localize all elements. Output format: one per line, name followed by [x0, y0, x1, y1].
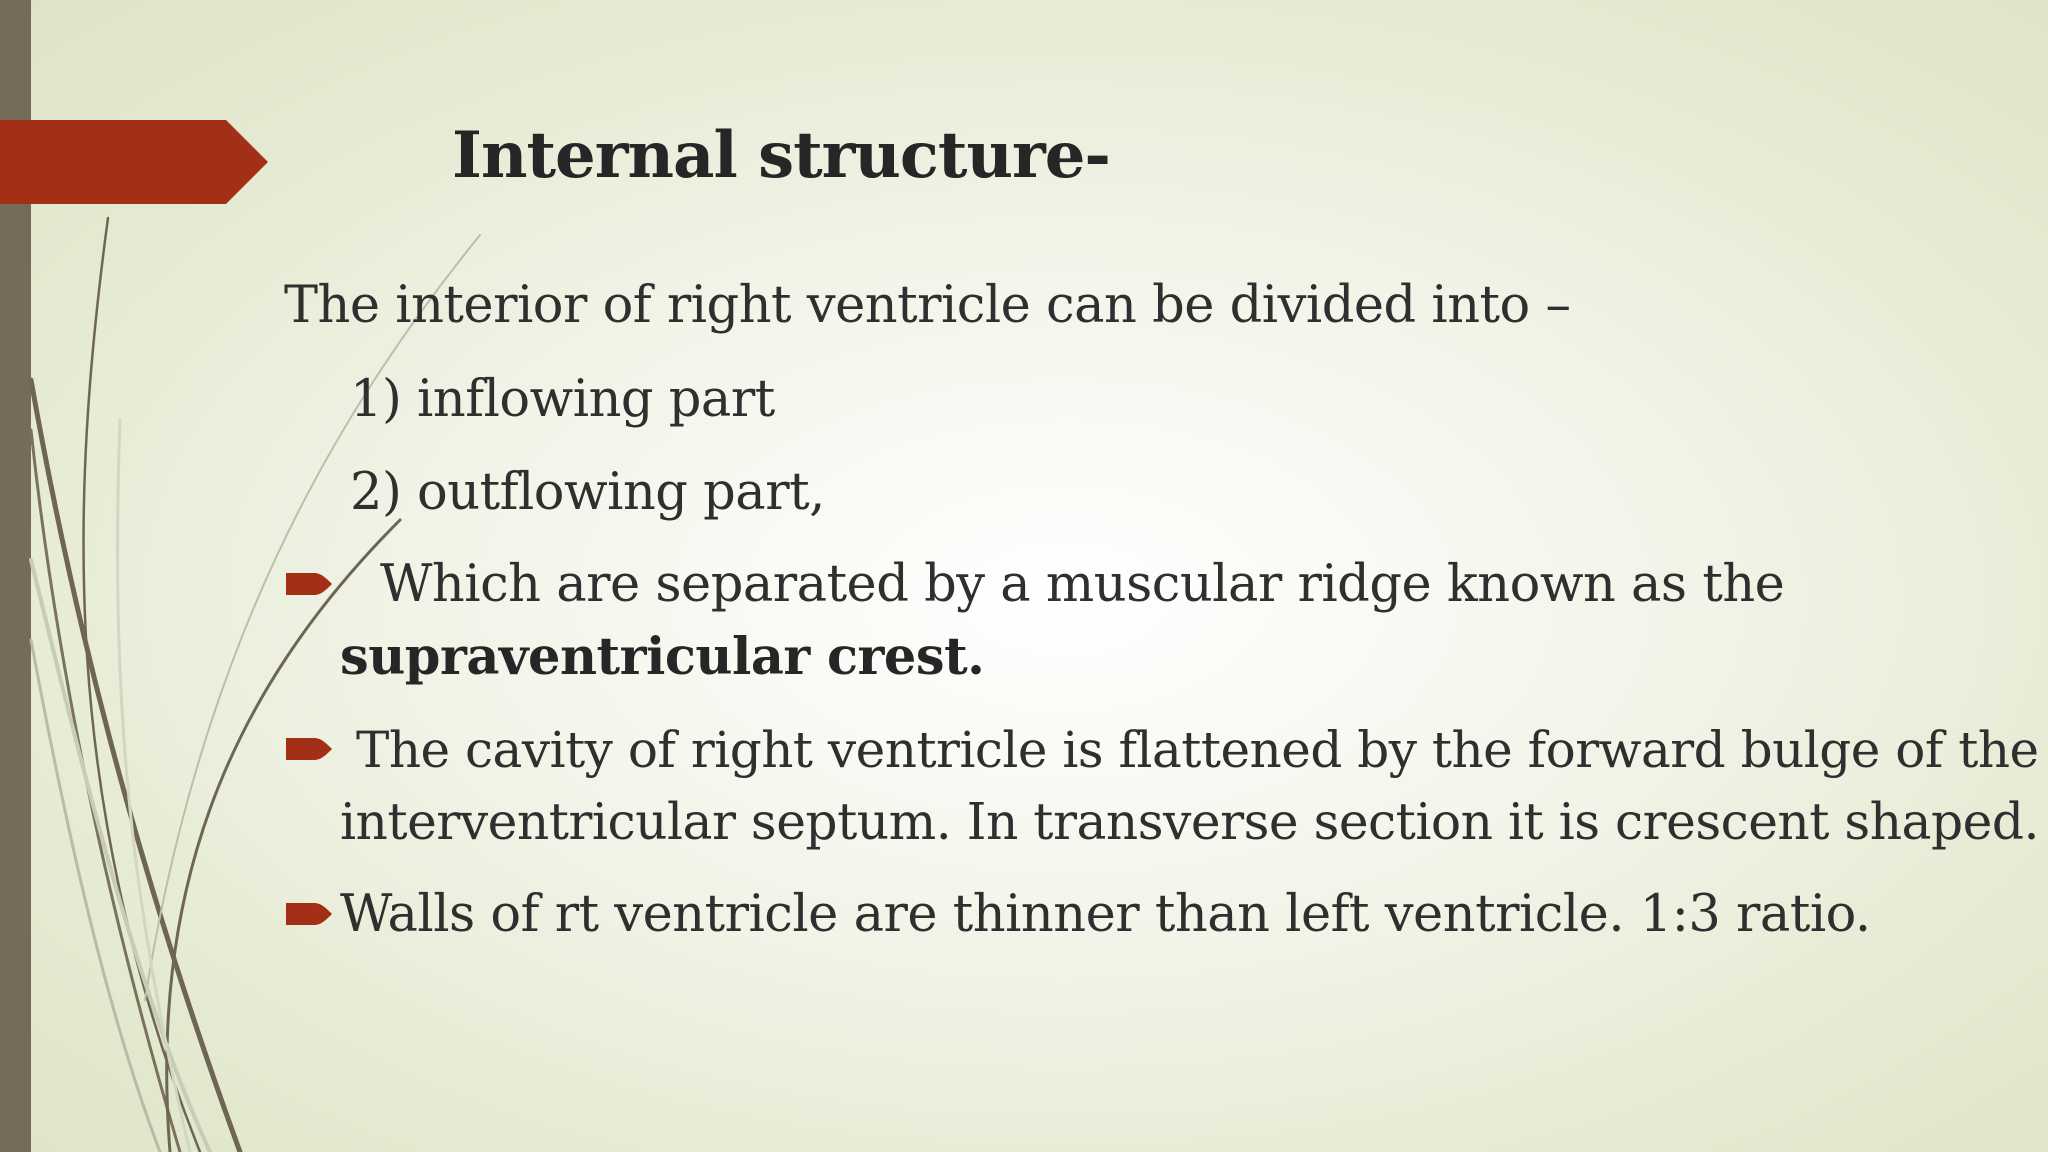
bullet-text-walls: Walls of rt ventricle are thinner than left ventricle. 1:3 ratio. [340, 885, 1871, 944]
bullet-text-cavity-line2: interventricular septum. In transverse section it is crescent shaped. [340, 792, 2039, 851]
slide-title: Internal structure- [452, 118, 1110, 193]
intro-text: The interior of right ventricle can be divided into – [284, 276, 1571, 335]
bullet-emphasis-crest: supraventricular crest. [340, 627, 985, 687]
title-accent-tab [0, 120, 268, 204]
bullet-text-separation: Which are separated by a muscular ridge known as the [380, 555, 1785, 614]
arrow-bullet-icon [286, 900, 332, 928]
part-item-inflowing: 1) inflowing part [350, 370, 775, 429]
bullet-text-cavity-line1: The cavity of right ventricle is flattened by the forward bulge of the [356, 721, 2039, 779]
arrow-bullet-icon [286, 570, 332, 598]
part-item-outflowing: 2) outflowing part, [350, 463, 825, 522]
arrow-bullet-icon [286, 735, 332, 763]
